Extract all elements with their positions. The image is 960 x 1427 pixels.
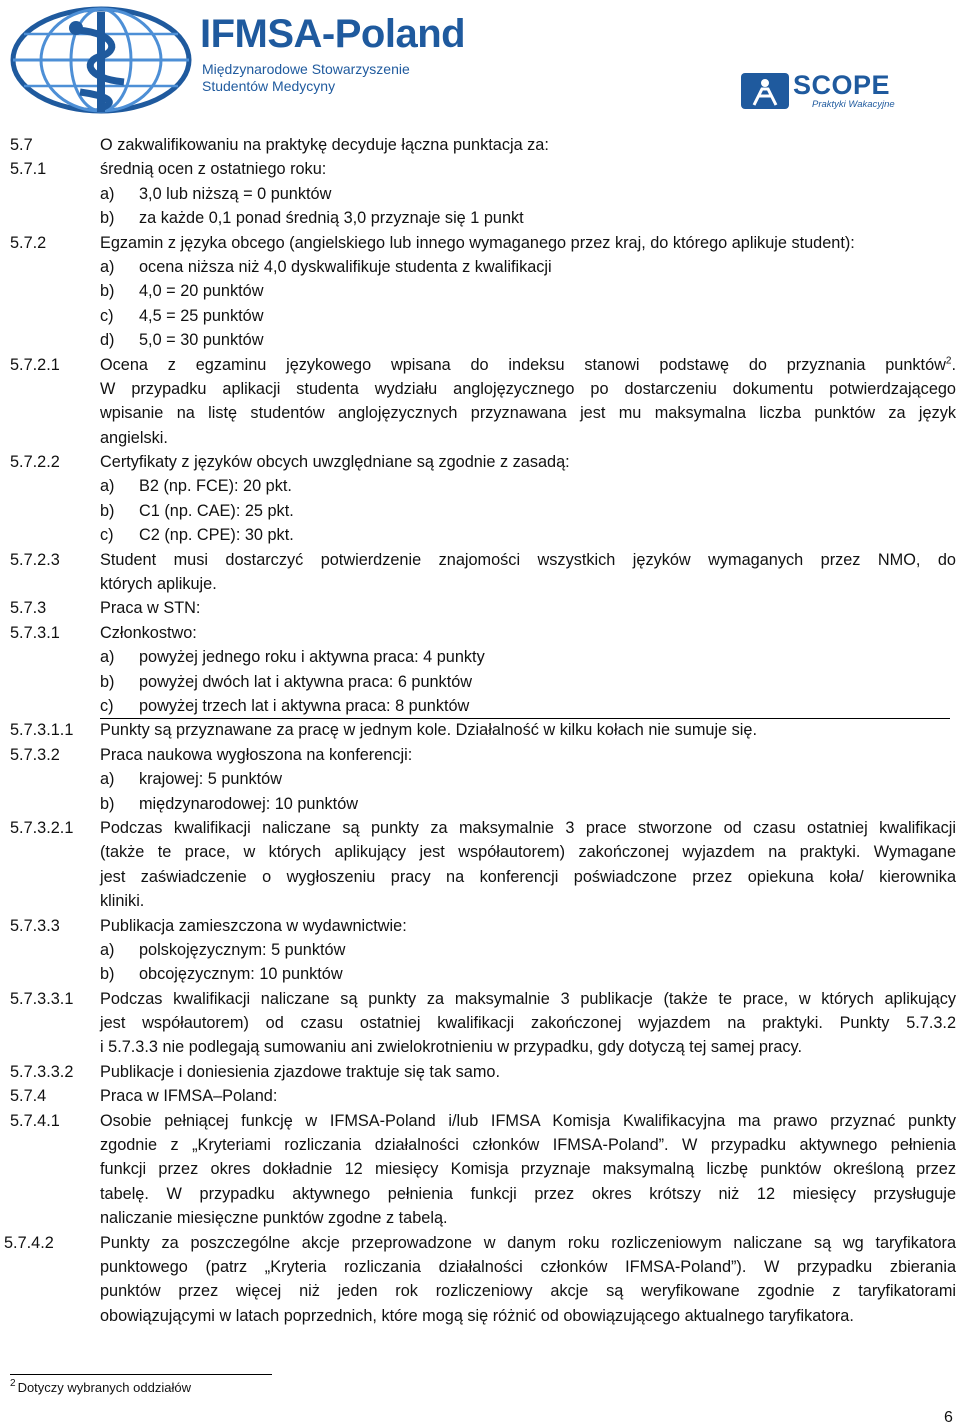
list-letter: a) (100, 770, 115, 789)
text-line (0, 1304, 960, 1328)
text-line (0, 157, 960, 181)
list-item-text (139, 938, 345, 962)
line-text: zgodnie z „Kryteriami rozliczania działalności członków IFMSA-Poland”. W przypadku aktywnego pełnienia (100, 1136, 956, 1155)
line-text: powyżej trzech lat i aktywna praca: 8 punktów (139, 696, 470, 715)
line-text: obcojęzycznym: 10 punktów (139, 965, 343, 984)
scope-logo-icon (740, 72, 790, 110)
line-text: Publikacje i doniesienia zjazdowe traktuje się tak samo. (100, 1062, 501, 1081)
text-line (0, 987, 960, 1011)
paragraph-text (100, 865, 956, 889)
section-number: 5.7.3.3.1 (10, 989, 74, 1008)
paragraph-text (100, 1084, 277, 1108)
scope-title: SCOPE (793, 70, 891, 100)
list-letter: a) (100, 648, 115, 667)
text-line (0, 231, 960, 255)
section-number: 5.7.2 (10, 233, 47, 252)
list-item-text (139, 279, 263, 303)
line-text: Osobie pełniącej funkcję w IFMSA-Poland i/lub IFMSA Komisja Kwalifikacyjna ma prawo przyznać punkty (100, 1111, 956, 1130)
section-number: 5.7 (10, 136, 33, 154)
list-item-text (139, 645, 485, 669)
list-letter: b) (100, 209, 115, 228)
text-line (0, 889, 960, 913)
paragraph-text (100, 840, 956, 864)
line-text: naliczanie miesięczne punktów zgodne z tabelą. (100, 1209, 448, 1228)
paragraph-text (100, 914, 407, 938)
text-line (0, 133, 960, 157)
paragraph-text (100, 377, 956, 401)
section-number: 5.7.1 (10, 160, 47, 179)
text-line (0, 572, 960, 596)
line-text: Członkostwo: (100, 623, 197, 642)
text-line (0, 182, 960, 206)
text-line (0, 596, 960, 620)
line-text: Publikacja zamieszczona w wydawnictwie: (100, 916, 407, 935)
list-letter: b) (100, 794, 115, 813)
line-text: obowiązującymi w latach poprzednich, które mogą się różnić od obowiązującego aktualnego taryfikatora. (100, 1306, 854, 1325)
line-text: i 5.7.3.3 nie podlegają sumowaniu ani zwielokrotnieniu w przypadku, gdy dotyczą tej samej pracy. (100, 1038, 802, 1057)
text-line (0, 914, 960, 938)
line-text: Praca w STN: (100, 599, 201, 618)
text-line (0, 353, 960, 377)
section-number: 5.7.2.2 (10, 453, 60, 472)
paragraph-text (100, 450, 570, 474)
text-line (0, 670, 960, 694)
text-line (0, 450, 960, 474)
text-line (0, 1255, 960, 1279)
section-number: 5.7.3.2.1 (10, 818, 74, 837)
text-line (0, 548, 960, 572)
line-text: Punkty za poszczególne akcje przeprowadzone w danym roku rozliczeniowym naliczane są wg taryfikatora (100, 1233, 956, 1252)
list-item-text (139, 670, 472, 694)
text-line (0, 621, 960, 645)
list-letter: a) (100, 184, 115, 203)
footnote-text: Dotyczy wybranych oddziałów (17, 1380, 191, 1395)
section-number: 5.7.4.1 (10, 1111, 60, 1130)
paragraph-text (100, 1206, 448, 1230)
line-text: za każde 0,1 ponad średnią 3,0 przyznaje się 1 punkt (139, 209, 524, 228)
line-text: których aplikuje. (100, 575, 217, 594)
list-item-text (139, 499, 294, 523)
paragraph-text (100, 816, 956, 840)
paragraph-text (100, 353, 956, 377)
text-line (0, 1279, 960, 1303)
paragraph-text (100, 1109, 956, 1133)
text-line (0, 523, 960, 547)
line-text: Student musi dostarczyć potwierdzenie znajomości wszystkich języków wymaganych przez NMO, do (100, 550, 956, 569)
text-line (0, 401, 960, 425)
line-text: B2 (np. FCE): 20 pkt. (139, 477, 292, 496)
section-number: 5.7.3.1 (10, 623, 60, 642)
list-item-text (139, 694, 469, 718)
paragraph-text (100, 718, 757, 742)
scope-subtitle: Praktyki Wakacyjne (812, 99, 895, 110)
line-text: O zakwalifikowaniu na praktykę decyduje łączna punktacja za: (100, 136, 549, 154)
line-text: Egzamin z języka obcego (angielskiego lub innego wymaganego przez kraj, do którego aplikuje student): (100, 233, 855, 252)
footnote-separator (10, 1374, 272, 1375)
paragraph-text (100, 426, 168, 450)
paragraph-text (100, 1060, 500, 1084)
text-line (0, 255, 960, 279)
list-letter: a) (100, 940, 115, 959)
line-text: (także te prace, w których aplikujący jest współautorem) zakończonej wyjazdem na praktyki. Wymagane (100, 843, 956, 862)
section-number: 5.7.2.3 (10, 550, 60, 569)
line-text: Praca w IFMSA–Poland: (100, 1087, 278, 1106)
section-number: 5.7.2.1 (10, 355, 60, 374)
line-text: 5,0 = 30 punktów (139, 331, 264, 350)
text-line (0, 1011, 960, 1035)
paragraph-text (100, 1011, 956, 1035)
line-text: tabelę. W przypadku aktywnego pełnienia funkcji przez okres krótszy niż 12 miesięcy przysługuje (100, 1184, 956, 1203)
document-body (0, 133, 960, 1328)
brand-subtitle-line-2: Studentów Medycyny (202, 78, 336, 94)
text-line (0, 1084, 960, 1108)
list-item-text (139, 328, 263, 352)
line-text: Punkty są przyznawane za pracę w jednym kole. Działalność w kilku kołach nie sumuje się. (100, 721, 757, 740)
brand-title: IFMSA-Poland (200, 12, 466, 56)
line-text: Ocena z egzaminu językowego wpisana do indeksu stanowi podstawę do przyznania punktów (100, 355, 946, 374)
line-text: C1 (np. CAE): 25 pkt. (139, 501, 294, 520)
line-text: międzynarodowej: 10 punktów (139, 794, 359, 813)
list-item-text (139, 182, 331, 206)
text-line (0, 840, 960, 864)
line-text: Podczas kwalifikacji naliczane są punkty za maksymalnie 3 prace stworzone od czasu ostatniej kwalifikacji (100, 818, 956, 837)
text-line (0, 962, 960, 986)
paragraph-text (100, 743, 412, 767)
text-line (0, 206, 960, 230)
text-line (0, 767, 960, 791)
text-line (0, 694, 960, 718)
text-line (0, 938, 960, 962)
list-letter: b) (100, 501, 115, 520)
line-text: 3,0 lub niższą = 0 punktów (139, 184, 332, 203)
footnote (10, 1380, 191, 1395)
line-text: ocena niższa niż 4,0 dyskwalifikuje studenta z kwalifikacji (139, 257, 552, 276)
paragraph-text (100, 157, 326, 181)
paragraph-text (100, 1182, 956, 1206)
list-letter: a) (100, 477, 115, 496)
line-text-tail: . (951, 355, 956, 374)
section-number: 5.7.4.2 (4, 1233, 54, 1252)
section-number: 5.7.4 (10, 1087, 47, 1106)
text-line (0, 743, 960, 767)
list-item-text (139, 206, 524, 230)
line-text: W przypadku aplikacji studenta wydziału anglojęzycznego po dostarczeniu dokumentu potwierdzającego (100, 379, 956, 398)
text-line (0, 816, 960, 840)
line-text: Certyfikaty z języków obcych uwzględniane są zgodnie z zasadą: (100, 453, 570, 472)
line-text: punktowego (patrz „Kryteria rozliczania działalności członków IFMSA-Poland”). W przypadku zbierania (100, 1257, 956, 1276)
paragraph-text (100, 1035, 802, 1059)
text-line (0, 645, 960, 669)
line-text: jest współautorem) od czasu ostatniej kwalifikacji zakończonej wyjazdem na praktyki. Punkty 5.7.3.2 (100, 1014, 956, 1033)
text-line (0, 1182, 960, 1206)
paragraph-text (100, 133, 549, 157)
footnote-reference: 2 (945, 355, 952, 367)
line-text: C2 (np. CPE): 30 pkt. (139, 526, 294, 545)
list-letter: a) (100, 257, 115, 276)
footnote-number: 2 (10, 1378, 16, 1389)
list-letter: b) (100, 965, 115, 984)
paragraph-text (100, 231, 855, 255)
text-line (0, 328, 960, 352)
paragraph-text (100, 621, 197, 645)
text-line (0, 474, 960, 498)
paragraph-text (100, 1157, 956, 1181)
list-item-text (139, 767, 282, 791)
line-text: angielski. (100, 428, 168, 447)
list-letter: c) (100, 306, 114, 325)
line-text: krajowej: 5 punktów (139, 770, 282, 789)
line-text: powyżej jednego roku i aktywna praca: 4 punkty (139, 648, 485, 667)
line-text: polskojęzycznym: 5 punktów (139, 940, 346, 959)
section-number: 5.7.3.3.2 (10, 1062, 74, 1081)
list-letter: b) (100, 672, 115, 691)
list-letter: c) (100, 526, 114, 545)
page-number: 6 (944, 1409, 953, 1426)
list-item-text (139, 304, 263, 328)
paragraph-text (100, 401, 956, 425)
text-line (0, 1231, 960, 1255)
brand-subtitle-line-1: Międzynarodowe Stowarzyszenie (202, 61, 410, 77)
text-line (0, 1157, 960, 1181)
paragraph-text (100, 1133, 956, 1157)
line-text: 4,5 = 25 punktów (139, 306, 264, 325)
text-line (0, 304, 960, 328)
line-text: funkcji przez okres dokładnie 12 miesięcy Komisja przyznaje maksymalną liczbę punktów określoną przez (100, 1160, 956, 1179)
paragraph-text (100, 548, 956, 572)
line-text: kliniki. (100, 892, 145, 911)
text-line (0, 499, 960, 523)
line-text: punktów przez więcej niż jeden rok rozliczeniowy akcje są weryfikowane zgodnie z taryfikatorami (100, 1282, 956, 1301)
paragraph-text (100, 987, 956, 1011)
paragraph-text (100, 1255, 956, 1279)
line-text: powyżej dwóch lat i aktywna praca: 6 punktów (139, 672, 473, 691)
globe-caduceus-logo-icon (8, 4, 194, 116)
section-number: 5.7.3.1.1 (10, 721, 74, 740)
section-number: 5.7.3 (10, 599, 47, 618)
text-line (0, 1060, 960, 1084)
list-letter: d) (100, 331, 115, 350)
list-item-text (139, 523, 294, 547)
paragraph-text (100, 596, 200, 620)
line-text: jest zaświadczenie o wygłoszeniu pracy na konferencji poświadczone przez opiekuna koła/ kierownika (100, 867, 956, 886)
line-text: 4,0 = 20 punktów (139, 282, 264, 301)
text-line (0, 865, 960, 889)
list-item-text (139, 474, 292, 498)
section-number: 5.7.3.2 (10, 745, 60, 764)
text-line (0, 426, 960, 450)
list-item-text (139, 792, 358, 816)
text-line (0, 1035, 960, 1059)
paragraph-text (100, 1304, 854, 1328)
paragraph-text (100, 889, 144, 913)
paragraph-text (100, 1231, 956, 1255)
text-line (0, 279, 960, 303)
text-line (0, 1206, 960, 1230)
paragraph-text (100, 572, 217, 596)
text-line (0, 1109, 960, 1133)
paragraph-text (100, 1279, 956, 1303)
line-text: Podczas kwalifikacji naliczane są punkty za maksymalnie 3 publikacje (także te prace, w których aplikujący (100, 989, 956, 1008)
text-line (0, 1133, 960, 1157)
text-line (0, 718, 960, 742)
line-text: wpisanie na listę studentów anglojęzycznych przyznawana jest mu maksymalna liczba punktów za język (100, 404, 956, 423)
list-item-text (139, 962, 343, 986)
list-item-text (139, 255, 552, 279)
text-line (0, 792, 960, 816)
list-letter: c) (100, 696, 114, 715)
text-line (0, 377, 960, 401)
page-header (0, 0, 960, 120)
list-letter: b) (100, 282, 115, 301)
section-number: 5.7.3.3 (10, 916, 60, 935)
line-text: średnią ocen z ostatniego roku: (100, 160, 327, 179)
line-text: Praca naukowa wygłoszona na konferencji: (100, 745, 413, 764)
